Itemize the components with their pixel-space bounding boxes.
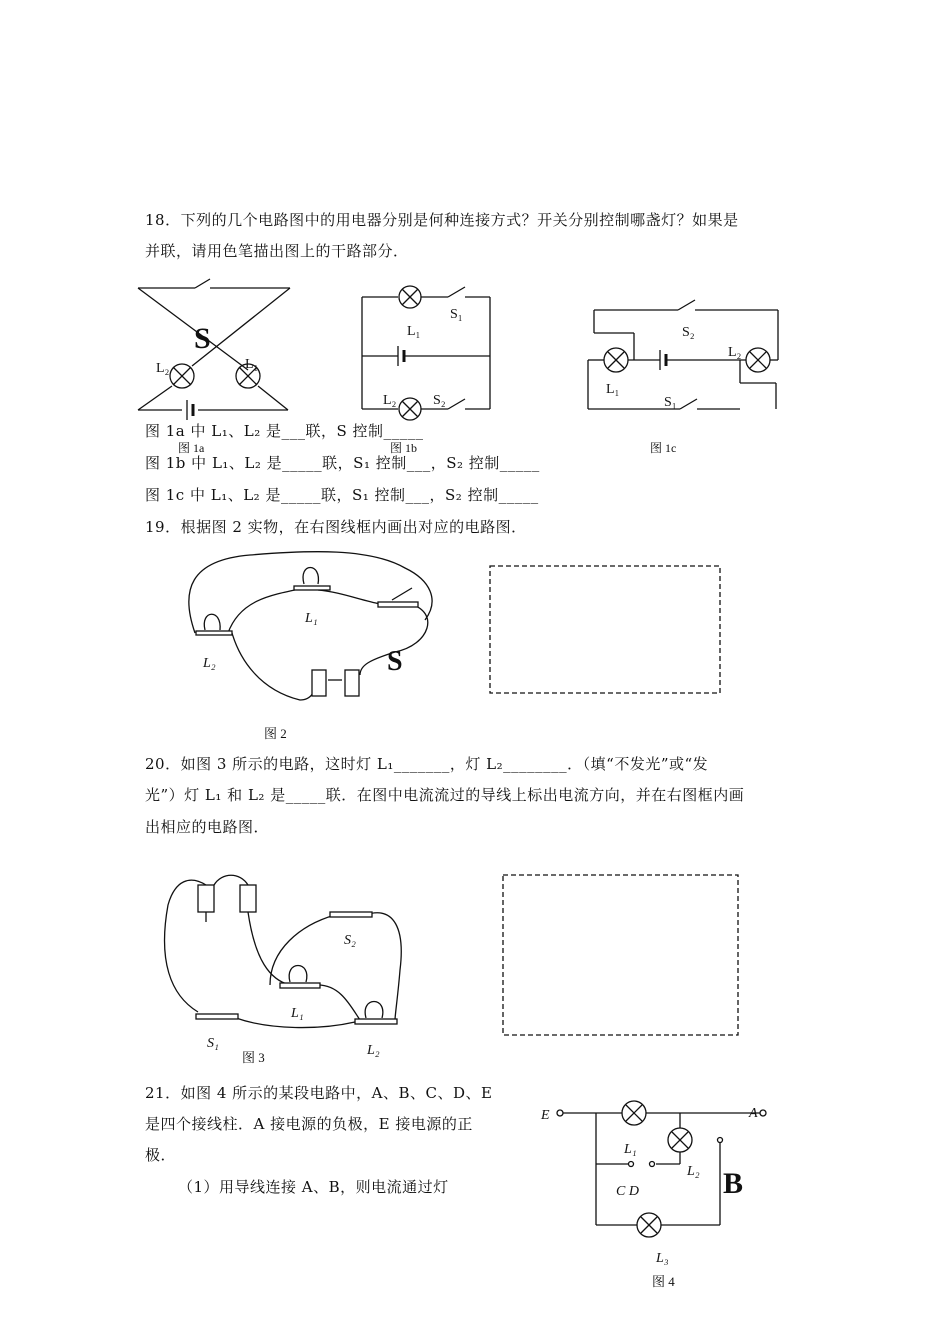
fig4-e-label: E <box>541 1108 550 1123</box>
fig3-l1-label: L₁ <box>291 1006 304 1021</box>
fig4-l2-label: L₂ <box>687 1164 700 1179</box>
fig1b-caption: 图 1b <box>390 441 418 455</box>
q21-line2: 是四个接线柱．A 接电源的负极，E 接电源的正 <box>145 1115 473 1133</box>
figure-3-physical-circuit <box>165 875 402 1027</box>
fig1b-s2-label: S₂ <box>433 393 446 408</box>
fig1c-s1-label: S₁ <box>664 395 677 410</box>
fig4-b-label: B <box>723 1167 744 1200</box>
q20-line3: 出相应的电路图． <box>145 818 270 836</box>
q18-line1: 18．下列的几个电路图中的用电器分别是何种连接方式？开关分别控制哪盏灯？如果是 <box>145 211 739 229</box>
figure-1b-circuit <box>362 286 490 420</box>
fig4-cd-label: C D <box>616 1184 639 1199</box>
fig2-caption: 图 2 <box>264 726 287 741</box>
q20-line2: 光”）灯 L₁ 和 L₂ 是_____联．在图中电流流过的导线上标出电流方向，并在右图框内画 <box>145 786 745 804</box>
fig1c-lamp1-label: L₁ <box>606 382 620 397</box>
fig3-s2-label: S₂ <box>344 933 356 948</box>
fig1b-s1-label: S₁ <box>450 307 463 322</box>
fig1b-lamp1-label: L₁ <box>407 324 421 339</box>
fig1c-s2-label: S₂ <box>682 325 695 340</box>
fig3-caption: 图 3 <box>242 1050 265 1065</box>
q19-text: 19．根据图 2 实物，在右图线框内画出对应的电路图． <box>145 518 527 536</box>
fig1c-lamp2-label: L₂ <box>728 345 742 360</box>
fig4-l1-label: L₁ <box>624 1142 637 1157</box>
fig4-caption: 图 4 <box>652 1274 675 1289</box>
fig1b-lamp2-label: L₂ <box>383 393 397 408</box>
q21-line3: 极． <box>145 1146 177 1164</box>
fig1c-caption: 图 1c <box>650 441 677 455</box>
fig2-answer-box <box>490 566 720 693</box>
q20-line1: 20．如图 3 所示的电路，这时灯 L₁_______，灯 L₂________．（填“不发光”或“发 <box>145 755 709 773</box>
fig4-a-label: A <box>749 1106 758 1121</box>
fig2-s-label: S <box>387 646 403 677</box>
figure-1a-circuit <box>138 279 290 420</box>
fig1a-switch-label: S <box>194 322 211 355</box>
fig1a-caption: 图 1a <box>178 441 205 455</box>
q21-line1: 21．如图 4 所示的某段电路中，A、B、C、D、E <box>145 1084 493 1102</box>
fig3-l2-label: L₂ <box>367 1043 380 1058</box>
q18-fill-b: 图 1b 中 L₁、L₂ 是_____联，S₁ 控制___，S₂ 控制_____ <box>145 454 540 472</box>
fig1a-lamp1-label: L₁ <box>245 357 259 372</box>
fig2-l1-label: L₁ <box>305 611 318 626</box>
q18-fill-c: 图 1c 中 L₁、L₂ 是_____联，S₁ 控制___，S₂ 控制_____ <box>145 486 539 504</box>
q21-line4: （1）用导线连接 A、B，则电流通过灯 <box>178 1178 449 1196</box>
q18-fill-a: 图 1a 中 L₁、L₂ 是___联，S 控制_____ <box>145 422 424 440</box>
fig4-l3-label: L₃ <box>656 1251 669 1266</box>
q18-line2: 并联，请用色笔描出图上的干路部分． <box>145 242 409 260</box>
fig3-s1-label: S₁ <box>207 1036 219 1051</box>
fig1a-lamp2-label: L₂ <box>156 361 170 376</box>
fig2-l2-label: L₂ <box>203 656 216 671</box>
fig3-answer-box <box>503 875 738 1035</box>
